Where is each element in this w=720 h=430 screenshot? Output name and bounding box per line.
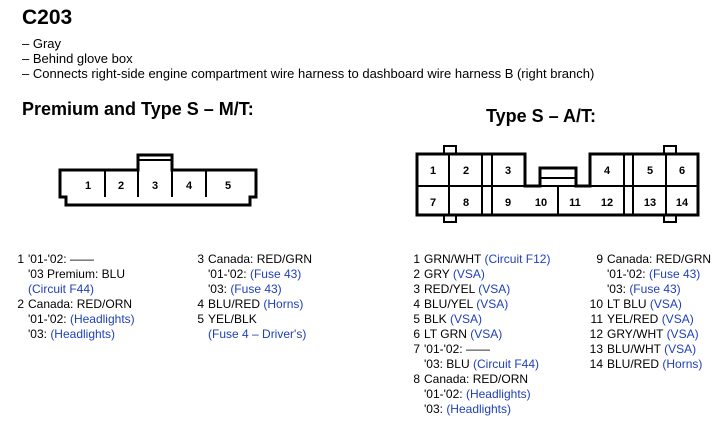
right-pin-1-entry bbox=[406, 252, 550, 267]
circuit-reference-link[interactable]: (VSA) bbox=[476, 297, 509, 311]
wire-description: '01-'02: bbox=[28, 312, 70, 326]
right-pin-8-entry bbox=[406, 372, 550, 417]
pin-description-line bbox=[10, 312, 135, 327]
wire-description: RED/YEL bbox=[424, 282, 479, 296]
circuit-reference-link[interactable]: (Headlights) bbox=[446, 402, 512, 416]
pin-description-line bbox=[406, 252, 550, 267]
left-connector-pin-4: 4 bbox=[185, 180, 193, 192]
wire-description: YEL/BLK bbox=[208, 312, 257, 326]
wire-description: BLU/RED bbox=[208, 297, 264, 311]
left-pin-3-entry bbox=[190, 252, 312, 297]
pin-description-line bbox=[406, 282, 550, 297]
right-pin-13-entry bbox=[583, 342, 711, 357]
pin-description-line bbox=[406, 312, 550, 327]
right-pin-2-entry bbox=[406, 267, 550, 282]
wire-description: '01-'02: bbox=[424, 387, 466, 401]
right-connector-pin-7: 7 bbox=[429, 197, 437, 209]
wire-description: '03: bbox=[607, 282, 630, 296]
right-connector-pin-3: 3 bbox=[504, 165, 512, 177]
right-connector-pin-5: 5 bbox=[646, 165, 654, 177]
left-connector-pin-2: 2 bbox=[117, 180, 125, 192]
left-pin-5-entry bbox=[190, 312, 312, 342]
circuit-reference-link[interactable]: (VSA) bbox=[664, 342, 697, 356]
left-pin-1-entry bbox=[10, 252, 135, 297]
wire-description: '01-'02: bbox=[607, 267, 649, 281]
description-connection: – Connects right-side engine compartment wire harness to dashboard wire harness B (right branch) bbox=[22, 66, 595, 81]
pin-number: 2 bbox=[17, 297, 24, 311]
wire-description: LT GRN bbox=[424, 327, 471, 341]
pin-number: 14 bbox=[589, 357, 603, 371]
wire-description: BLK bbox=[424, 312, 451, 326]
circuit-reference-link[interactable]: (Circuit F12) bbox=[484, 252, 551, 266]
left-pin-list-b bbox=[190, 252, 312, 342]
wire-description: Canada: RED/ORN bbox=[424, 372, 529, 386]
circuit-reference-link[interactable]: (Headlights) bbox=[50, 327, 116, 341]
pin-number: 5 bbox=[197, 312, 204, 326]
right-connector-pin-13: 13 bbox=[643, 197, 657, 209]
left-pin-list-a bbox=[10, 252, 135, 342]
pin-description-line bbox=[406, 267, 550, 282]
pin-number: 2 bbox=[413, 267, 420, 281]
wire-description: '03: bbox=[208, 282, 231, 296]
wire-description: BLU/YEL bbox=[424, 297, 477, 311]
pin-description-line bbox=[583, 297, 711, 312]
pin-description-line bbox=[190, 267, 312, 282]
pin-description-line bbox=[190, 312, 312, 327]
pin-number: 9 bbox=[596, 252, 603, 266]
pin-number: 8 bbox=[413, 372, 420, 386]
right-connector-pin-14: 14 bbox=[675, 197, 689, 209]
pin-number: 6 bbox=[413, 327, 420, 341]
pin-description-line bbox=[10, 327, 135, 342]
right-pin-12-entry bbox=[583, 327, 711, 342]
wire-description: BLU/WHT bbox=[607, 342, 665, 356]
pin-description-line bbox=[190, 297, 312, 312]
pin-description-line bbox=[10, 252, 135, 267]
description-color: – Gray bbox=[22, 36, 62, 51]
right-pin-10-entry bbox=[583, 297, 711, 312]
wire-description: GRY/WHT bbox=[607, 327, 667, 341]
pin-number: 11 bbox=[590, 312, 603, 326]
right-connector-heading: Type S – A/T: bbox=[486, 106, 597, 126]
pin-description-line bbox=[406, 297, 550, 312]
right-pin-4-entry bbox=[406, 297, 550, 312]
circuit-reference-link[interactable]: (Fuse 4 – Driver's) bbox=[208, 327, 307, 341]
wire-description: GRN/WHT bbox=[424, 252, 485, 266]
right-connector-pin-1: 1 bbox=[429, 165, 437, 177]
pin-description-line bbox=[190, 252, 312, 267]
pin-description-line bbox=[583, 267, 711, 282]
right-connector-pin-6: 6 bbox=[678, 165, 686, 177]
circuit-reference-link[interactable]: (VSA) bbox=[450, 312, 483, 326]
right-pin-6-entry bbox=[406, 327, 550, 342]
pin-number: 3 bbox=[413, 282, 420, 296]
right-connector-pin-10: 10 bbox=[534, 197, 548, 209]
wire-description: Canada: RED/GRN bbox=[208, 252, 313, 266]
pin-description-line bbox=[406, 342, 550, 357]
right-connector-diagram bbox=[417, 146, 698, 222]
wire-description: '03: BLU bbox=[424, 357, 473, 371]
pin-number: 4 bbox=[413, 297, 420, 311]
wire-description: Canada: RED/ORN bbox=[28, 297, 133, 311]
circuit-reference-link[interactable]: (Fuse 43) bbox=[230, 282, 282, 296]
right-pin-7-entry bbox=[406, 342, 550, 372]
wire-description: LT BLU bbox=[607, 297, 650, 311]
circuit-reference-link[interactable]: (VSA) bbox=[666, 327, 699, 341]
pin-description-line bbox=[583, 327, 711, 342]
pin-number: 7 bbox=[413, 342, 420, 356]
pin-description-line bbox=[583, 342, 711, 357]
circuit-reference-link[interactable]: (Horns) bbox=[263, 297, 304, 311]
wire-description: '03 Premium: BLU bbox=[28, 267, 125, 281]
right-connector-pin-8: 8 bbox=[462, 197, 470, 209]
pin-description-line bbox=[10, 267, 135, 282]
pin-number: 1 bbox=[17, 252, 24, 266]
pin-description-line bbox=[10, 282, 135, 297]
pin-number: 1 bbox=[413, 252, 420, 266]
circuit-reference-link[interactable]: (Fuse 43) bbox=[648, 267, 701, 281]
pin-number: 12 bbox=[589, 327, 603, 341]
right-connector-pin-11: 11 bbox=[569, 197, 581, 209]
pin-description-line bbox=[10, 297, 135, 312]
circuit-reference-link[interactable]: (VSA) bbox=[478, 282, 511, 296]
wire-description: '01-'02: —— bbox=[28, 252, 94, 266]
wire-description: '01-'02: —— bbox=[424, 342, 490, 356]
circuit-reference-link[interactable]: (Headlights) bbox=[69, 312, 135, 326]
right-pin-5-entry bbox=[406, 312, 550, 327]
right-pin-9-entry bbox=[583, 252, 711, 297]
wire-description: '03: bbox=[424, 402, 447, 416]
wire-description: BLU/RED bbox=[607, 357, 663, 371]
left-connector-pin-3: 3 bbox=[151, 180, 159, 192]
pin-description-line bbox=[583, 252, 711, 267]
pin-description-line bbox=[406, 387, 550, 402]
pin-number: 10 bbox=[589, 297, 603, 311]
description-location: – Behind glove box bbox=[22, 51, 133, 66]
right-connector-pin-4: 4 bbox=[603, 165, 611, 177]
pin-description-line bbox=[406, 372, 550, 387]
wire-description: '01-'02: bbox=[208, 267, 250, 281]
pin-number: 13 bbox=[589, 342, 603, 356]
pin-number: 4 bbox=[197, 297, 204, 311]
circuit-reference-link[interactable]: (Fuse 43) bbox=[249, 267, 302, 281]
wire-description: YEL/RED bbox=[607, 312, 662, 326]
circuit-reference-link[interactable]: (VSA) bbox=[470, 327, 503, 341]
right-connector-pin-2: 2 bbox=[462, 165, 470, 177]
pin-description-line bbox=[583, 282, 711, 297]
left-pin-2-entry bbox=[10, 297, 135, 342]
circuit-reference-link[interactable]: (Fuse 43) bbox=[629, 282, 681, 296]
right-pin-14-entry bbox=[583, 357, 711, 372]
wire-description: '03: bbox=[28, 327, 51, 341]
circuit-reference-link[interactable]: (VSA) bbox=[661, 312, 694, 326]
left-connector-pin-1: 1 bbox=[84, 180, 92, 192]
circuit-reference-link[interactable]: (Circuit F44) bbox=[28, 282, 95, 296]
wire-description: Canada: RED/GRN bbox=[607, 252, 712, 266]
pin-number: 5 bbox=[413, 312, 420, 326]
right-pin-11-entry bbox=[583, 312, 711, 327]
right-pin-list-b bbox=[583, 252, 711, 372]
circuit-reference-link[interactable]: (VSA) bbox=[452, 267, 485, 281]
right-pin-list-a bbox=[406, 252, 550, 417]
pin-description-line bbox=[190, 282, 312, 297]
pin-description-line bbox=[190, 327, 312, 342]
circuit-reference-link[interactable]: (Headlights) bbox=[465, 387, 531, 401]
pin-description-line bbox=[406, 357, 550, 372]
left-connector-heading: Premium and Type S – M/T: bbox=[22, 99, 254, 119]
left-connector-pin-5: 5 bbox=[224, 180, 232, 192]
right-connector-pin-12: 12 bbox=[600, 197, 614, 209]
pin-description-line bbox=[406, 402, 550, 417]
pin-number: 3 bbox=[197, 252, 204, 266]
pin-description-line bbox=[583, 357, 711, 372]
left-pin-4-entry bbox=[190, 297, 312, 312]
pin-description-line bbox=[406, 327, 550, 342]
right-connector-pin-9: 9 bbox=[504, 197, 512, 209]
wire-description: GRY bbox=[424, 267, 453, 281]
circuit-reference-link[interactable]: (Horns) bbox=[662, 357, 703, 371]
connector-title: C203 bbox=[22, 6, 73, 29]
right-pin-3-entry bbox=[406, 282, 550, 297]
circuit-reference-link[interactable]: (Circuit F44) bbox=[472, 357, 539, 371]
circuit-reference-link[interactable]: (VSA) bbox=[649, 297, 682, 311]
pin-description-line bbox=[583, 312, 711, 327]
